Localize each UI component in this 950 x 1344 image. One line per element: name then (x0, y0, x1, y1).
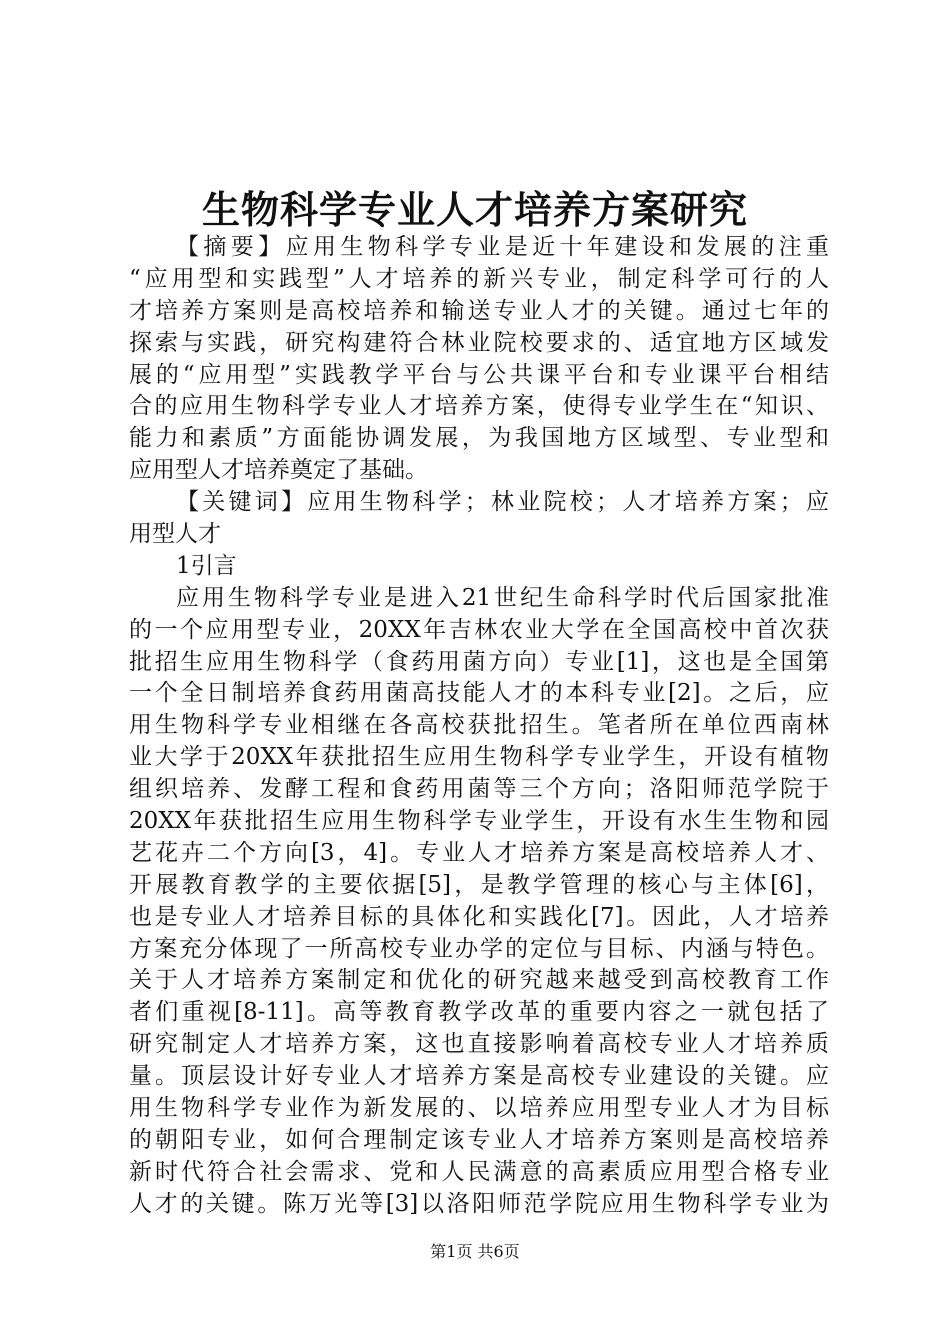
abstract-line: 才培养方案则是高校培养和输送专业人才的关键。通过七年的 (129, 297, 829, 324)
abstract-line: 能力和素质”方面能协调发展，为我国地方区域型、专业型和 (129, 425, 829, 452)
paragraph-line: 用生物科学专业作为新发展的、以培养应用型专业人才为目标 (129, 1095, 829, 1122)
paragraph-line: 新时代符合社会需求、党和人民满意的高素质应用型合格专业 (129, 1158, 829, 1185)
paragraph-line: 研究制定人才培养方案，这也直接影响着高校专业人才培养质 (129, 1031, 829, 1058)
paragraph-line: 用生物科学专业相继在各高校获批招生。笔者所在单位西南林 (129, 712, 829, 739)
abstract-line: 展的“应用型”实践教学平台与公共课平台和专业课平台相结 (129, 361, 829, 388)
paragraph-line: 批招生应用生物科学（食药用菌方向）专业[1]，这也是全国第 (129, 648, 829, 675)
keywords-line: 【关键词】应用生物科学；林业院校；人才培养方案；应 (176, 489, 829, 516)
paragraph-line: 艺花卉二个方向[3，4]。专业人才培养方案是高校培养人才、 (129, 839, 829, 866)
abstract-line: “应用型和实践型”人才培养的新兴专业，制定科学可行的人 (129, 265, 829, 292)
section-heading: 1引言 (176, 552, 237, 579)
paragraph-line: 也是专业人才培养目标的具体化和实践化[7]。因此，人才培养 (129, 903, 829, 930)
paragraph-line: 的一个应用型专业，20XX年吉林农业大学在全国高校中首次获 (129, 616, 829, 643)
paragraph-line: 业大学于20XX年获批招生应用生物科学专业学生，开设有植物 (129, 744, 829, 771)
paragraph-line: 一个全日制培养食药用菌高技能人才的本科专业[2]。之后，应 (129, 680, 829, 707)
paragraph-line: 的朝阳专业，如何合理制定该专业人才培养方案则是高校培养 (129, 1126, 829, 1153)
paragraph-line: 方案充分体现了一所高校专业办学的定位与目标、内涵与特色。 (129, 935, 829, 962)
abstract-line: 探索与实践，研究构建符合林业院校要求的、适宜地方区域发 (129, 329, 829, 356)
paragraph-line: 组织培养、发酵工程和食药用菌等三个方向；洛阳师范学院于 (129, 776, 829, 803)
paragraph-line: 者们重视[8-11]。高等教育教学改革的重要内容之一就包括了 (129, 999, 829, 1026)
abstract-line: 合的应用生物科学专业人才培养方案，使得专业学生在“知识、 (129, 393, 829, 420)
paragraph-line: 关于人才培养方案制定和优化的研究越来越受到高校教育工作 (129, 967, 829, 994)
paragraph-line: 人才的关键。陈万光等[3]以洛阳师范学院应用生物科学专业为 (129, 1190, 829, 1217)
abstract-line: 【摘要】应用生物科学专业是近十年建设和发展的注重 (176, 234, 829, 260)
paragraph-line: 应用生物科学专业是进入21世纪生命科学时代后国家批准 (176, 584, 829, 611)
abstract-line: 应用型人才培养奠定了基础。 (129, 457, 428, 484)
keywords-line: 用型人才 (129, 521, 221, 548)
page-number: 第1页 共6页 (430, 1242, 520, 1261)
document-title: 生物科学专业人才培养方案研究 (201, 187, 748, 232)
paragraph-line: 量。顶层设计好专业人才培养方案是高校专业建设的关键。应 (129, 1063, 829, 1090)
paragraph-line: 20XX年获批招生应用生物科学专业学生，开设有水生生物和园 (129, 808, 829, 835)
document-body (129, 232, 829, 1221)
paragraph-line: 开展教育教学的主要依据[5]，是教学管理的核心与主体[6]， (129, 871, 829, 898)
